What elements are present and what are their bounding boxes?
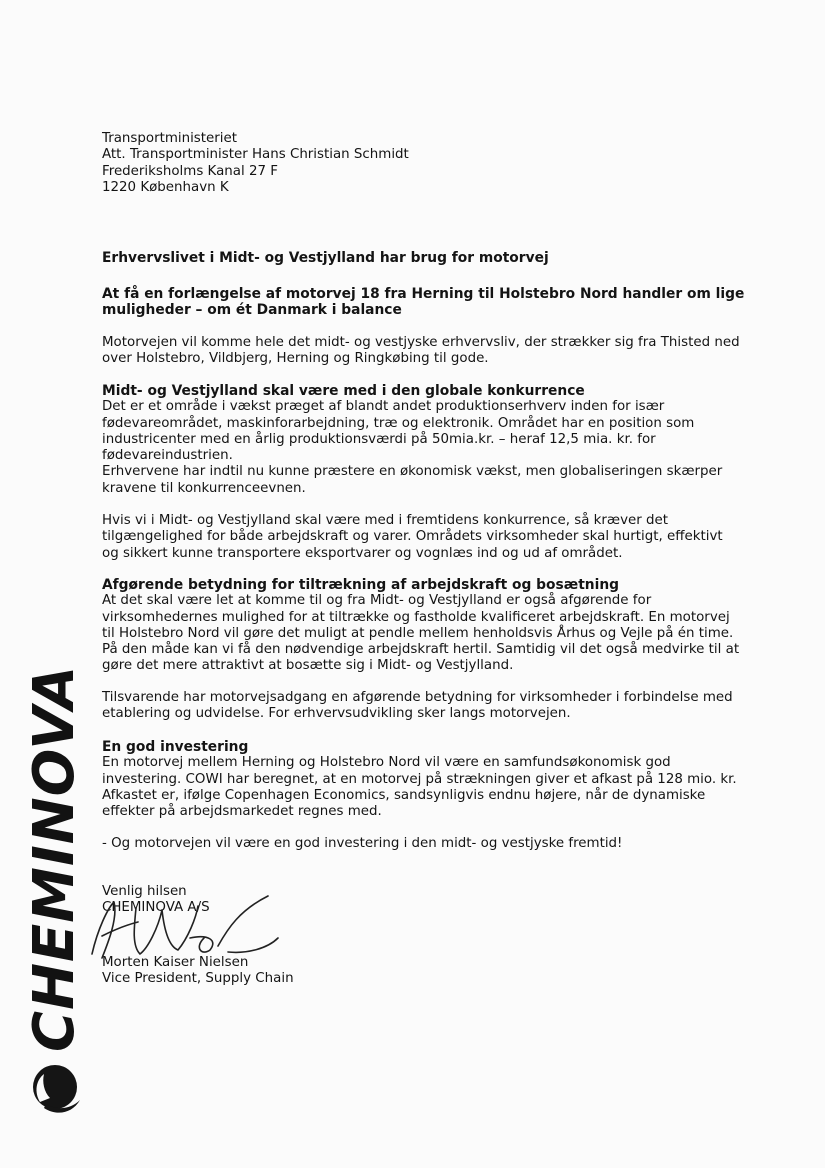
recipient-line: 1220 København K <box>102 179 229 195</box>
cheminova-logo <box>22 665 87 1118</box>
closing-statement: - Og motorvejen vil være en god investering i den midt- og vestjyske fremtid! <box>102 836 623 851</box>
recipient-line: Att. Transportminister Hans Christian Schmidt <box>102 147 409 163</box>
logo-wordmark: CHEMINOVA <box>22 664 87 1052</box>
cheminova-swirl-icon <box>26 1060 84 1118</box>
paragraph-line: At det skal være let at komme til og fra Midt- og Vestjylland er også afgørende for <box>102 593 652 609</box>
paragraph-line: Afkastet er, ifølge Copenhagen Economics, sandsynligvis endnu højere, når de dynamiske <box>102 787 706 803</box>
paragraph-line: gøre det mere attraktivt at bosætte sig i Midt- og Vestjylland. <box>102 658 514 674</box>
section-heading: Afgørende betydning for tiltrækning af arbejdskraft og bosætning <box>102 577 620 593</box>
subheading-line: At få en forlængelse af motorvej 18 fra Herning til Holstebro Nord handler om lige <box>102 286 745 302</box>
paragraph-line: kravene til konkurrenceevnen. <box>102 480 306 496</box>
paragraph-line: etablering og udvidelse. For erhvervsudvikling sker langs motorvejen. <box>102 706 571 722</box>
greeting-line: Venlig hilsen <box>102 884 187 899</box>
paragraph-line: Erhvervene har indtil nu kunne præstere en økonomisk vækst, men globaliseringen skærper <box>102 464 723 480</box>
subheading-line: muligheder – om ét Danmark i balance <box>102 302 402 319</box>
letter-subheading <box>102 286 752 319</box>
handwritten-signature <box>78 888 288 968</box>
paragraph-line: virksomhedernes mulighed for at tiltrække og fastholde kvalificeret arbejdskraft. En motorvej <box>102 609 730 625</box>
section-labour-paragraph-2 <box>102 690 752 723</box>
section-competition <box>102 383 752 497</box>
paragraph-line: Tilsvarende har motorvejsadgang en afgørende betydning for virksomheder i forbindelse med <box>102 690 733 705</box>
paragraph-line: og sikkert kunne transportere eksportvarer og vognlæs ind og ud af området. <box>102 545 623 561</box>
recipient-line: Transportministeriet <box>102 131 237 146</box>
paragraph-line: fødevareindustrien. <box>102 448 233 464</box>
section-heading: Midt- og Vestjylland skal være med i den globale konkurrence <box>102 383 585 399</box>
intro-line: Motorvejen vil komme hele det midt- og vestjyske erhvervsliv, der strækker sig fra Thisted ned <box>102 335 740 350</box>
paragraph-line: tilgængelighed for både arbejdskraft og varer. Områdets virksomheder skal hurtigt, effektivt <box>102 529 723 545</box>
recipient-address <box>102 131 752 196</box>
paragraph-line: Hvis vi i Midt- og Vestjylland skal være med i fremtidens konkurrence, så kræver det <box>102 513 668 528</box>
signatory-title: Vice President, Supply Chain <box>102 971 294 987</box>
paragraph-line: På den måde kan vi få den nødvendige arbejdskraft hertil. Samtidig vil det også medvirke til at <box>102 642 740 658</box>
section-heading: En god investering <box>102 739 249 755</box>
intro-paragraph <box>102 335 752 368</box>
letter-heading: Erhvervslivet i Midt- og Vestjylland har brug for motorvej <box>102 250 549 266</box>
section-labour <box>102 577 752 675</box>
intro-line: over Holstebro, Vildbjerg, Herning og Ringkøbing til gode. <box>102 351 489 367</box>
paragraph-line: effekter på arbejdsmarkedet regnes med. <box>102 804 382 820</box>
paragraph-line: investering. COWI har beregnet, at en motorvej på strækningen giver et afkast på 128 mio. kr. <box>102 771 737 787</box>
company-line: CHEMINOVA A/S <box>102 900 210 916</box>
section-investment <box>102 739 752 820</box>
paragraph-line: fødevareområdet, maskinforarbejdning, træ og elektronik. Området har en position som <box>102 415 695 431</box>
paragraph-line: industricenter med en årlig produktionsværdi på 50mia.kr. – heraf 12,5 mia. kr. for <box>102 431 656 447</box>
section-competition-paragraph-2 <box>102 513 752 562</box>
signatory-name: Morten Kaiser Nielsen <box>102 955 249 970</box>
paragraph-line: Det er et område i vækst præget af blandt andet produktionserhverv inden for især <box>102 399 665 415</box>
paragraph-line: En motorvej mellem Herning og Holstebro Nord vil være en samfundsøkonomisk god <box>102 755 671 771</box>
recipient-line: Frederiksholms Kanal 27 F <box>102 163 278 179</box>
paragraph-line: til Holstebro Nord vil gøre det muligt at pendle mellem henholdsvis Århus og Vejle på én time. <box>102 625 734 641</box>
